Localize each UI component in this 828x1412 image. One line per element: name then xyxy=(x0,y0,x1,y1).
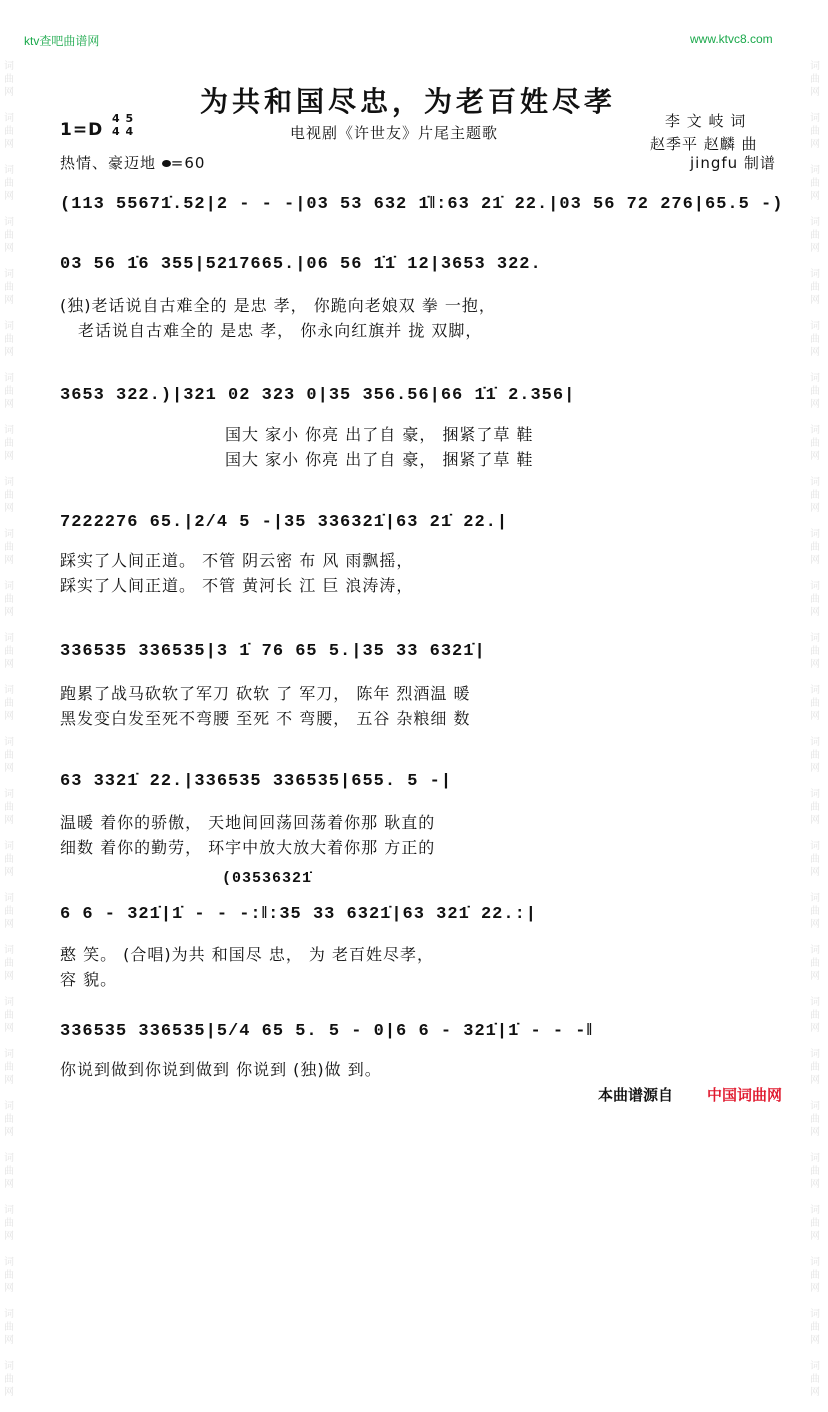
notation-row-7-intro: (03536321̇ xyxy=(222,870,313,887)
site-label-left[interactable]: ktv查吧曲谱网 xyxy=(24,34,100,48)
song-title: 为共和国尽忠，为老百姓尽孝 xyxy=(200,85,617,118)
lyric-row-6-verse-2: 细数 着你的勤劳， 环宇中放大放大着你那 方正的 xyxy=(60,838,436,857)
lyric-row-7-verse-2: 容 貌。 xyxy=(60,970,118,989)
lyric-row-4-verse-1: 踩实了人间正道。 不管 阴云密 布 风 雨飘摇， xyxy=(60,551,414,570)
lyric-row-6-verse-1: 温暖 着你的骄傲， 天地间回荡回荡着你那 耿直的 xyxy=(60,813,436,832)
arranger: jingfu 制谱 xyxy=(690,154,776,172)
song-subtitle: 电视剧《许世友》片尾主题歌 xyxy=(290,124,499,142)
time-signature: 4 5 4 4 xyxy=(112,112,135,138)
composer: 赵季平 赵麟 曲 xyxy=(650,135,758,153)
notation-row-4: 7222276 65.|2/4 5 -|35 336321̇|63 21̇ 22.| xyxy=(60,513,509,532)
site-label-right[interactable]: www.ktvc8.com xyxy=(690,32,773,46)
lyric-row-5-verse-1: 跑累了战马砍软了军刀 砍软 了 军刀， 陈年 烈酒温 暖 xyxy=(60,684,471,703)
lyric-row-3-verse-2: 国大 家小 你亮 出了自 豪， 捆紧了草 鞋 xyxy=(225,450,534,469)
notation-row-5: 336535 336535|3 1̇ 76 65 5.|35 33 6321̇| xyxy=(60,642,486,661)
lyric-row-2-verse-2: 老话说自古难全的 是忠 孝， 你永向红旗并 拢 双脚， xyxy=(78,321,483,340)
notation-row-3: 3653 322.)|321 02 323 0|35 356.56|66 1̇1̇ 2.356| xyxy=(60,386,576,405)
right-watermark: 词 曲 网 词 曲 网 词 曲 网 词 曲 网 词 曲 网 词 曲 网 词 曲 网 词 曲 网 词 曲 网 词 曲 网 词 曲 网 词 曲 网 词 曲 网 词 曲 网 词 曲 网 词 曲 网 词 曲 网 词 曲 网 词 曲 网 词 曲 网 词 曲 网 词 曲 网 词 曲 网 词 曲 网 词 曲 网 词 曲 网 xyxy=(810,61,820,1398)
quarter-note-icon xyxy=(162,160,171,167)
lyric-row-2-verse-1: (独)老话说自古难全的 是忠 孝， 你跪向老娘双 拳 一抱， xyxy=(60,296,496,315)
notation-row-7: 6 6 - 321̇|1̇ - - -:‖:35 33 6321̇|63 321̇ 22.:| xyxy=(60,905,537,924)
left-watermark: 词 曲 网 词 曲 网 词 曲 网 词 曲 网 词 曲 网 词 曲 网 词 曲 网 词 曲 网 词 曲 网 词 曲 网 词 曲 网 词 曲 网 词 曲 网 词 曲 网 词 曲 网 词 曲 网 词 曲 网 词 曲 网 词 曲 网 词 曲 网 词 曲 网 词 曲 网 词 曲 网 词 曲 网 词 曲 网 词 曲 网 xyxy=(4,61,14,1398)
notation-row-1: (113 55671̇.52|2 - - -|03 53 632 1̇‖:63 21̇ 22.|03 56 72 276|65.5 -) xyxy=(60,195,784,214)
key-signature: 1=D xyxy=(60,120,104,140)
notation-row-8: 336535 336535|5/4 65 5. 5 - 0|6 6 - 321̇|1̇ - - -‖ xyxy=(60,1022,593,1041)
notation-row-6: 63 3321̇ 22.|336535 336535|655. 5 -| xyxy=(60,772,453,791)
lyric-row-7-verse-1: 憨 笑。 (合唱)为共 和国尽 忠， 为 老百姓尽孝， xyxy=(60,945,435,964)
lyric-row-5-verse-2: 黑发变白发至死不弯腰 至死 不 弯腰， 五谷 杂粮细 数 xyxy=(60,709,471,728)
source-site-link[interactable]: 中国词曲网 xyxy=(707,1086,783,1104)
lyricist: 李 文 岐 词 xyxy=(665,112,747,130)
lyric-row-8: 你说到做到你说到做到 你说到 (独)做 到。 xyxy=(60,1060,382,1079)
lyric-row-4-verse-2: 踩实了人间正道。 不管 黄河长 江 巨 浪涛涛， xyxy=(60,576,414,595)
notation-row-2: 03 56 1̇6 355|5217665.|06 56 1̇1̇ 12|3653 322. xyxy=(60,255,542,274)
style-marking: 热情、豪迈地 =60 xyxy=(60,154,206,172)
lyric-row-3-verse-1: 国大 家小 你亮 出了自 豪， 捆紧了草 鞋 xyxy=(225,425,534,444)
source-label: 本曲谱源自 xyxy=(598,1086,674,1104)
